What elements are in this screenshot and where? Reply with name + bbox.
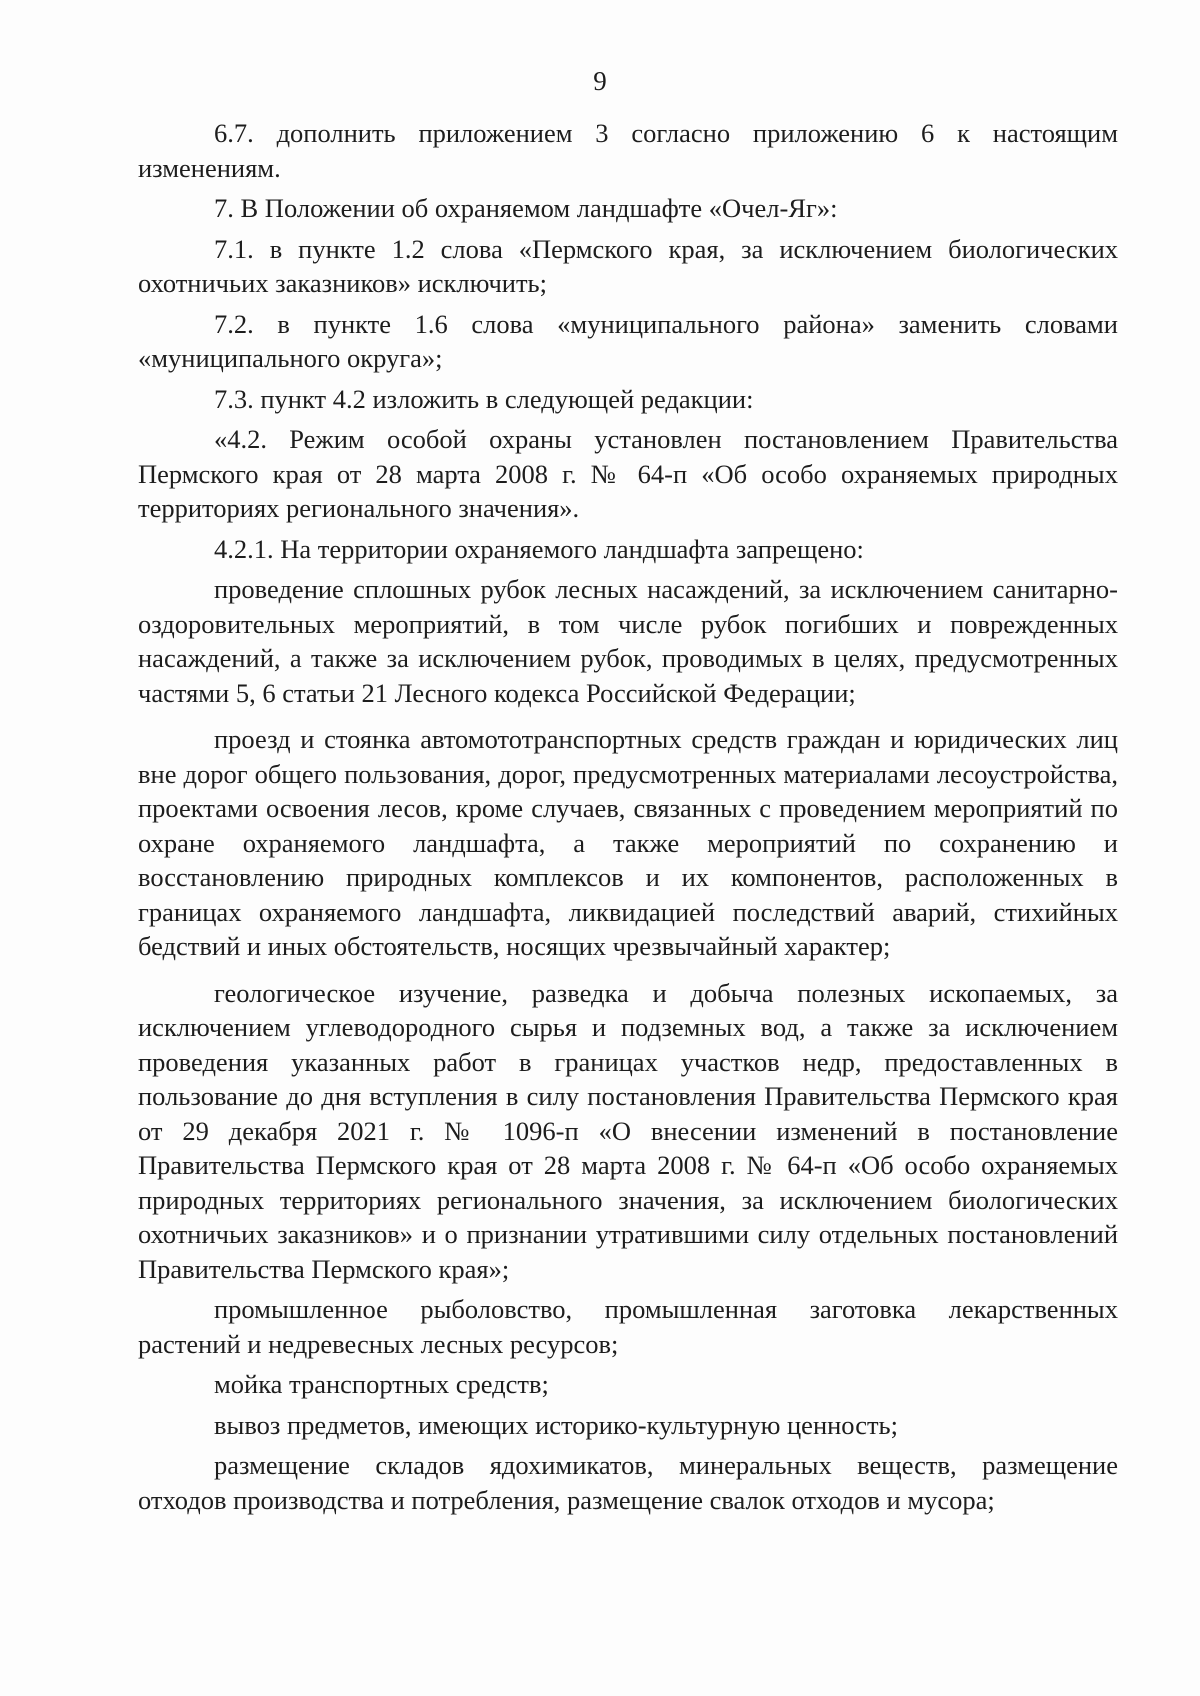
paragraph-waste-storage: размещение складов ядохимикатов, минеральных веществ, размещение отходов производства и потребления, размещение свалок отходов и мусора; xyxy=(138,1450,1118,1515)
paragraph-7-3: 7.3. пункт 4.2 изложить в следующей редакции: xyxy=(214,383,754,414)
paragraph-vehicle-washing: мойка транспортных средств; xyxy=(214,1369,549,1399)
document-body xyxy=(138,116,1118,1517)
page-number: 9 xyxy=(593,66,607,96)
paragraph-7-2: 7.2. в пункте 1.6 слова «муниципального района» заменить словами «муниципального округа»; xyxy=(138,308,1118,373)
paragraph-6-7: 6.7. дополнить приложением 3 согласно приложению 6 к настоящим изменениям. xyxy=(138,118,1118,183)
paragraph-industrial-fishing: промышленное рыболовство, промышленная заготовка лекарственных растений и недревесных лесных ресурсов; xyxy=(138,1294,1118,1359)
paragraph-4-2-1: 4.2.1. На территории охраняемого ландшафта запрещено: xyxy=(214,533,864,564)
paragraph-7: 7. В Положении об охраняемом ландшафте «Очел-Яг»: xyxy=(214,193,838,223)
paragraph-4-2: «4.2. Режим особой охраны установлен постановлением Правительства Пермского края от 28 марта 2008 г. № 64-п «Об особо охраняемых природных территориях регионального значения». xyxy=(138,424,1118,523)
paragraph-7-1: 7.1. в пункте 1.2 слова «Пермского края, за исключением биологических охотничьих заказников» исключить; xyxy=(138,233,1118,298)
paragraph-clear-cutting: проведение сплошных рубок лесных насаждений, за исключением санитарно-оздоровительных мероприятий, в том числе рубок погибших и поврежденных насаждений, а также за исключением рубок, проводимых в целях, предусмотренных частями 5, 6 статьи 21 Лесного кодекса Российской Федерации; xyxy=(138,574,1118,708)
paragraph-vehicle-traffic: проезд и стоянка автомототранспортных средств граждан и юридических лиц вне дорог общего пользования, дорог, предусмотренных материалами лесоустройства, проектами освоения лесов, кроме случаев, связанных с проведением мероприятий по охране охраняемого ландшафта, а также мероприятий по сохранению и восстановлению природных комплексов и их компонентов, расположенных в границах охраняемого ландшафта, ликвидацией последствий аварий, стихийных бедствий и иных обстоятельств, носящих чрезвычайный характер; xyxy=(138,724,1118,961)
paragraph-heritage-export: вывоз предметов, имеющих историко-культурную ценность; xyxy=(214,1409,899,1440)
paragraph-geological-study: геологическое изучение, разведка и добыча полезных ископаемых, за исключением углеводородного сырья и подземных вод, а также за исключением проведения указанных работ в границах участков недр, предоставленных в пользование до дня вступления в силу постановления Правительства Пермского края от 29 декабря 2021 г. № 1096-п «О внесении изменений в постановление Правительства Пермского края от 28 марта 2008 г. № 64-п «Об особо охраняемых природных территориях регионального значения, за исключением биологических охотничьих заказников» и о признании утратившими силу отдельных постановлений Правительства Пермского края»; xyxy=(138,977,1118,1284)
